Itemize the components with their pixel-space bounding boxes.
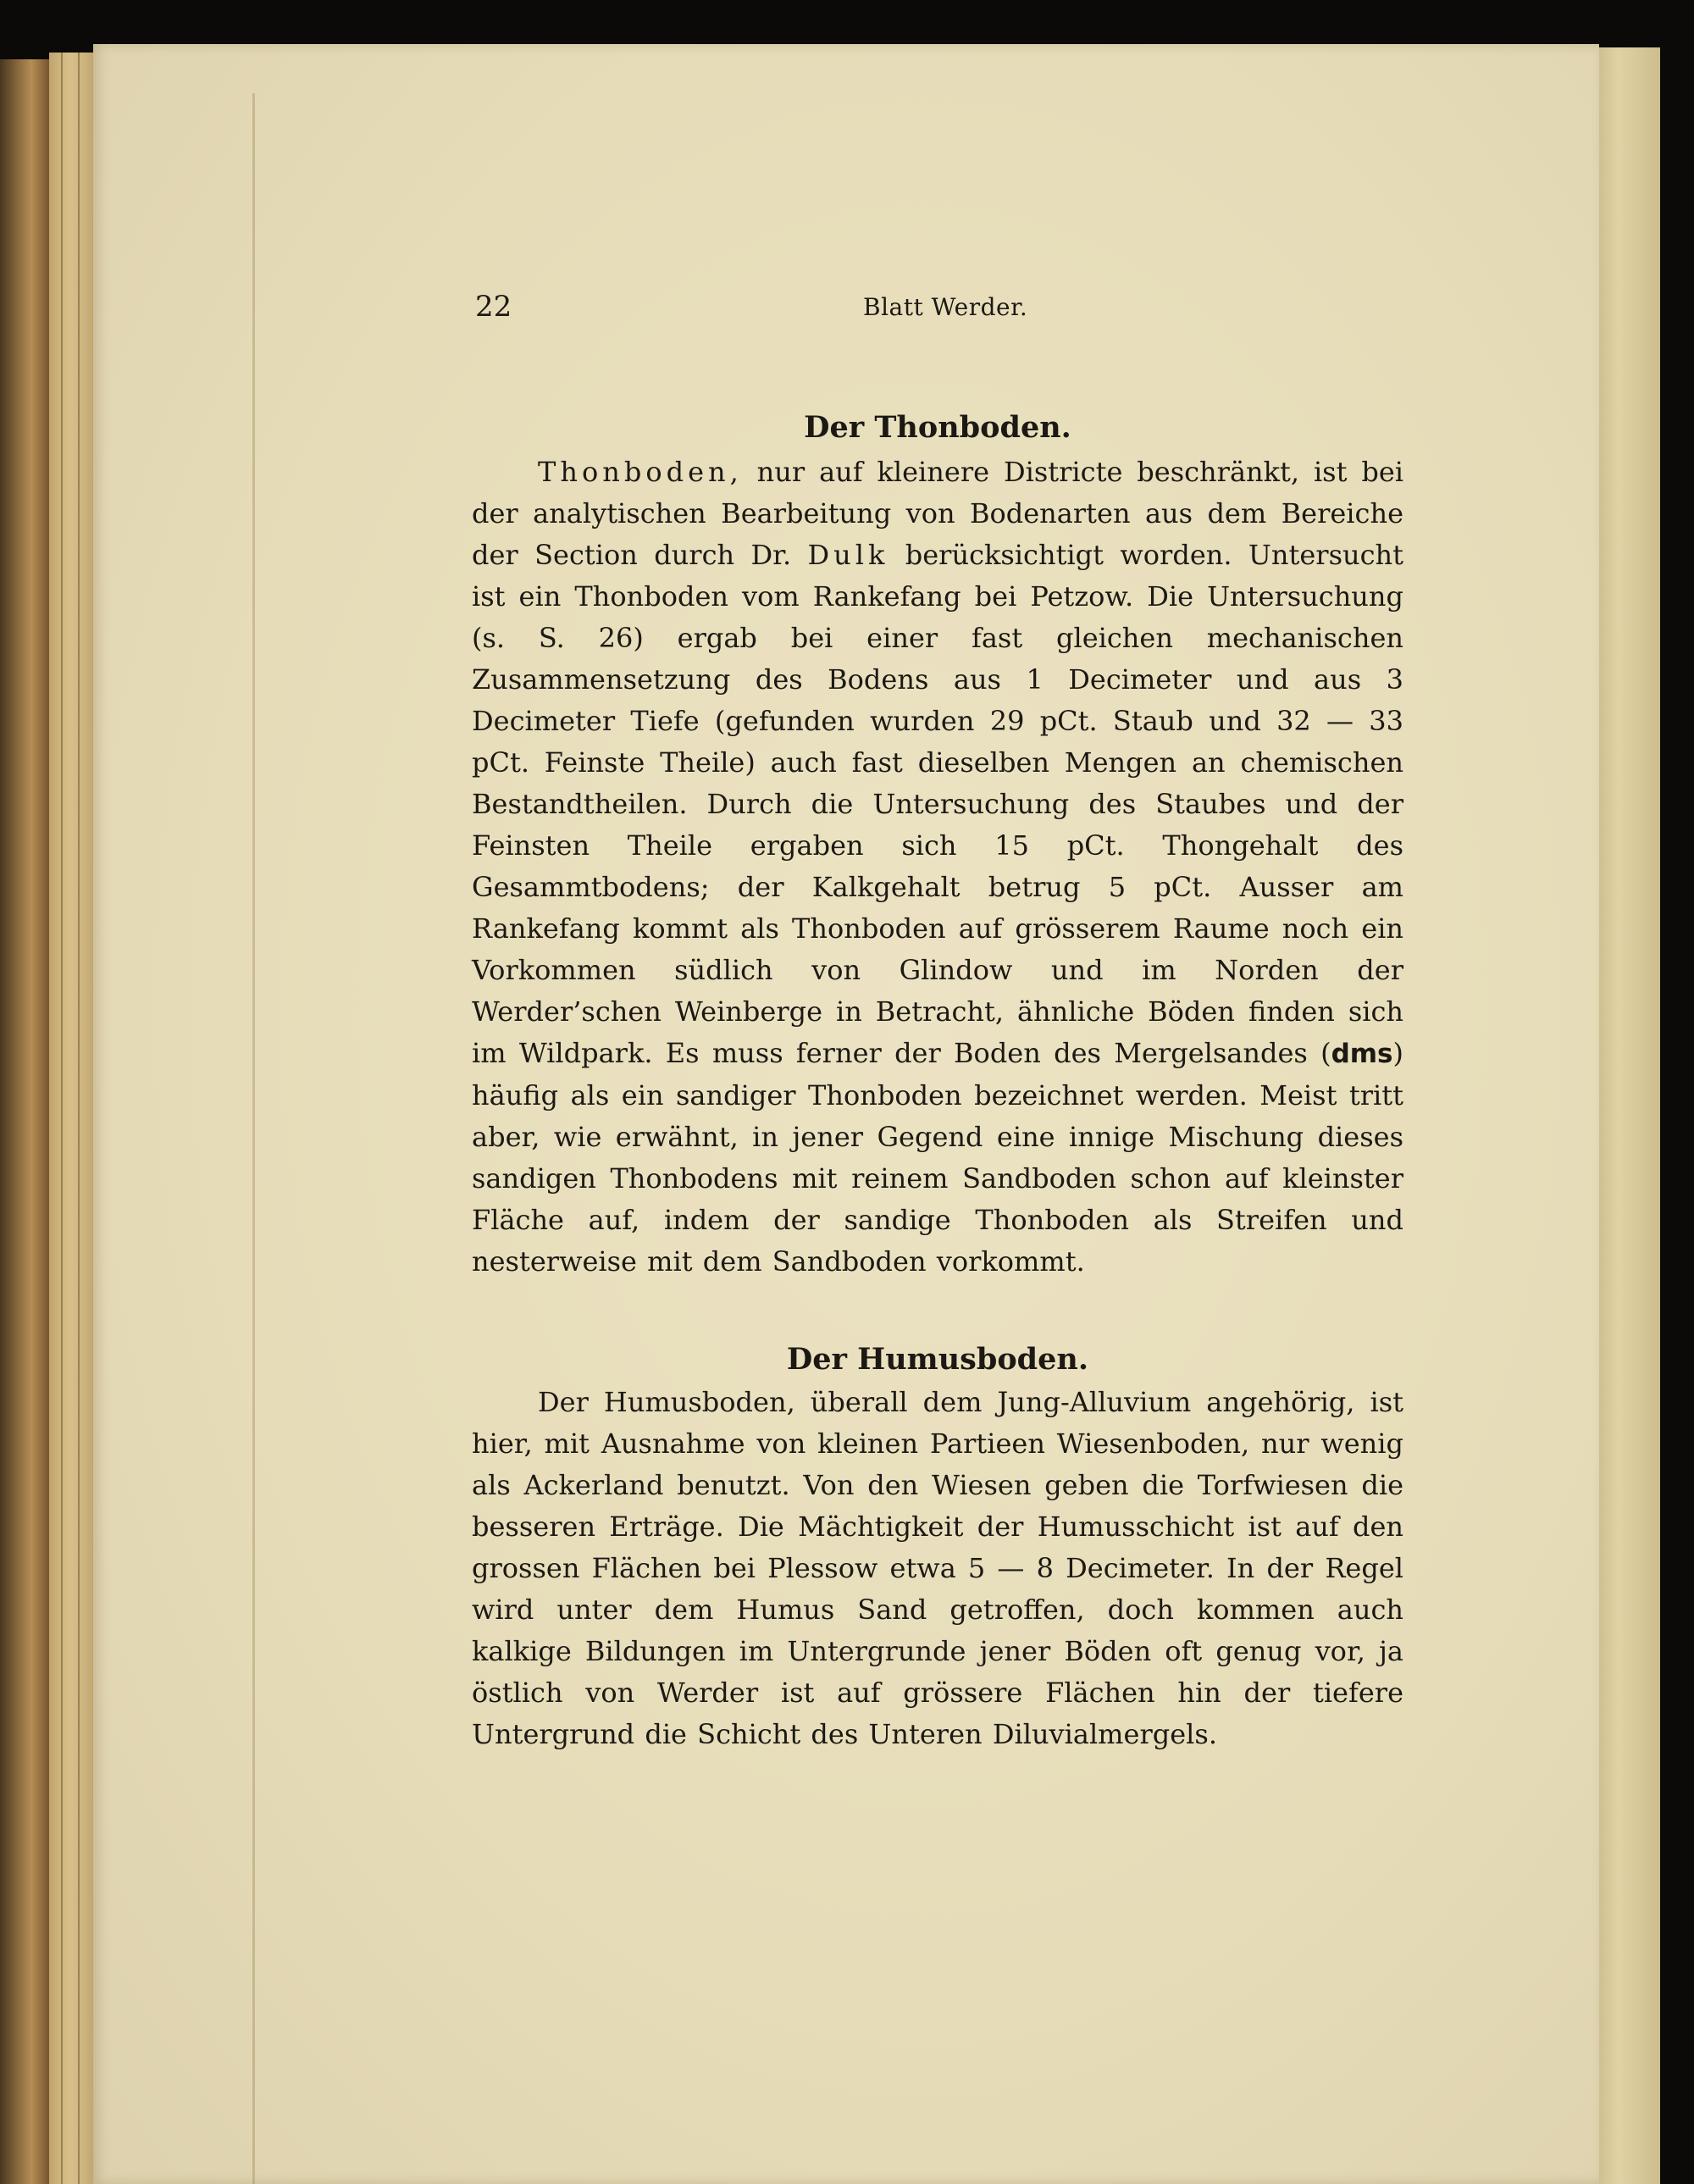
running-head bbox=[472, 281, 1403, 332]
map-symbol: dms bbox=[1331, 1039, 1393, 1069]
running-title: Blatt Werder. bbox=[863, 293, 1028, 321]
spaced-lead-word: Thonboden, bbox=[538, 456, 743, 488]
page-text-block bbox=[472, 281, 1403, 1755]
page-fold-line bbox=[252, 93, 255, 2184]
page-number: 22 bbox=[475, 290, 512, 324]
paragraph-thonboden bbox=[472, 452, 1403, 1283]
section-heading-thonboden: Der Thonboden. bbox=[804, 410, 1071, 445]
paragraph-text: ) häufig als ein sandiger Thonboden bezeichnet werden. Meist tritt aber, wie erwähnt, in jener Gegend eine innige Mischung dieses sandigen Thonbodens mit reinem Sandboden schon auf kleinster Fläche auf, indem der sandige Thonboden als Streifen und nesterweise mit dem Sandboden vorkommt. bbox=[472, 1037, 1403, 1278]
paragraph-text: berücksichtigt worden. Untersucht ist ein Thonboden vom Rankefang bei Petzow. Die Untersuchung (s. S. 26) ergab bei einer fast gleichen mechanischen Zusammensetzung des Bodens aus 1 Decimeter und aus 3 Decimeter Tiefe (gefunden wurden 29 pCt. Staub und 32 — 33 pCt. Feinste Theile) auch fast dieselben Mengen an chemischen Bestandtheilen. Durch die Untersuchung des Staubes und der Feinsten Theile ergaben sich 15 pCt. Thongehalt des Gesammtbodens; der Kalkgehalt betrug 5 pCt. Ausser am Rankefang kommt als Thonboden auf grösserem Raume noch ein Vorkommen südlich von Glindow und im Norden der Werder’schen Weinberge in Betracht, ähnliche Böden finden sich im Wildpark. Es muss ferner der Boden des Mergelsandes ( bbox=[472, 539, 1404, 1069]
page-stack-edge bbox=[49, 53, 100, 2184]
page-stack-line bbox=[61, 53, 63, 2184]
paragraph-humusboden: Der Humusboden, überall dem Jung-Alluvium angehörig, ist hier, mit Ausnahme von kleinen Partieen Wiesenboden, nur wenig als Ackerland benutzt. Von den Wiesen geben die Torfwiesen die besseren Erträge. Die Mächtigkeit der Humusschicht ist auf den grossen Flächen bei Plessow etwa 5 — 8 Decimeter. In der Regel wird unter dem Humus Sand getroffen, doch kommen auch kalkige Bildungen im Untergrunde jener Böden oft genug vor, ja östlich von Werder ist auf grössere Flächen hin der tiefere Untergrund die Schicht des Unteren Diluvialmergels. bbox=[472, 1386, 1403, 1750]
next-page-edge bbox=[1591, 47, 1660, 2184]
paragraph-text: nur auf kleinere Districte beschränkt, ist bei der analytischen Bearbeitung von Bodenarten aus dem Bereiche der Section durch Dr. bbox=[472, 456, 1403, 571]
section-heading-humusboden: Der Humusboden. bbox=[786, 1342, 1089, 1377]
book-binding bbox=[0, 59, 53, 2184]
spaced-author-name: Dulk bbox=[807, 539, 889, 571]
page-stack-line bbox=[78, 53, 80, 2184]
